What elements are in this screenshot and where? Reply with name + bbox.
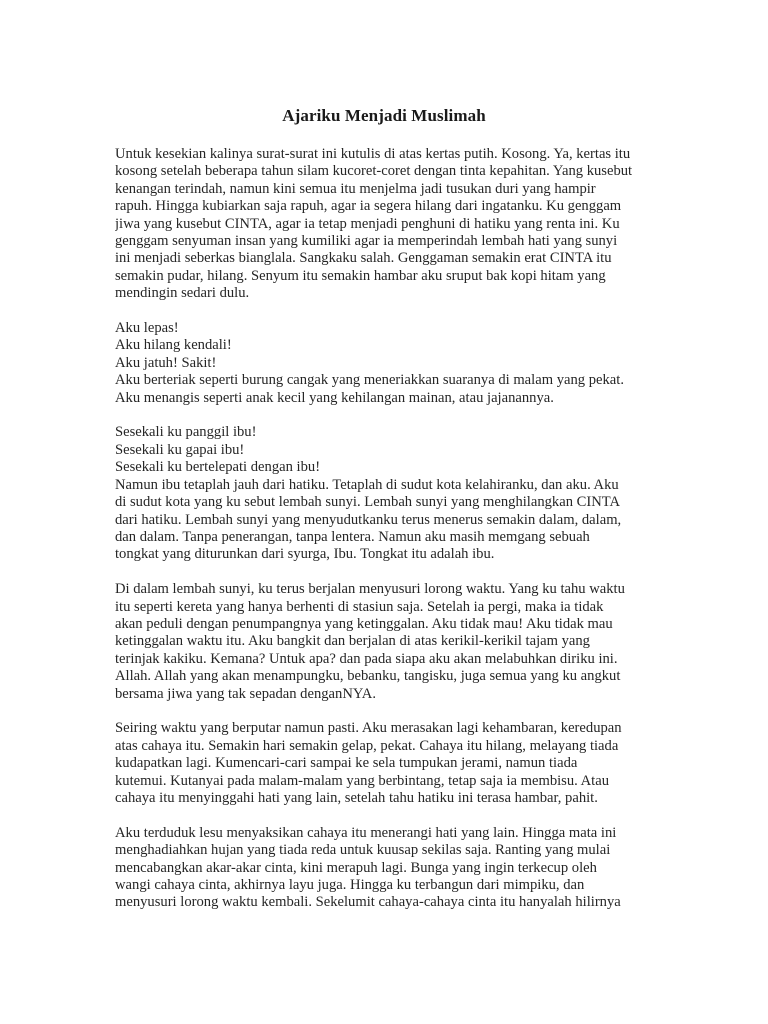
text-line: menghadiahkan hujan yang tiada reda untuk kuusap sekilas saja. Ranting yang mulai bbox=[115, 842, 611, 859]
text-line: dan dalam. Tanpa penerangan, tanpa lentera. Namun aku masih memgang sebuah bbox=[115, 528, 590, 545]
text-line: menyusuri lorong waktu kembali. Sekelumit cahaya-cahaya cinta itu hanyalah hilirnya bbox=[115, 894, 621, 911]
text-line: Di dalam lembah sunyi, ku terus berjalan menyusuri lorong waktu. Yang ku tahu waktu bbox=[115, 581, 625, 598]
text-line: ini menjadi seberkas bianglala. Sangkaku salah. Genggaman semakin erat CINTA itu bbox=[115, 250, 612, 267]
paragraph-6 bbox=[115, 825, 635, 912]
text-line: Untuk kesekian kalinya surat-surat ini kutulis di atas kertas putih. Kosong. Ya, kertas itu bbox=[115, 146, 631, 162]
text-line: Aku menangis seperti anak kecil yang kehilangan mainan, atau jajanannya. bbox=[115, 389, 554, 406]
text-line: bersama jiwa yang tak sepadan denganNYA. bbox=[115, 685, 376, 702]
text-line: Aku lepas! bbox=[115, 320, 179, 337]
text-line: Aku hilang kendali! bbox=[115, 337, 232, 354]
text-line: Sesekali ku panggil ibu! bbox=[115, 424, 257, 441]
text-line: mencabangkan akar-akar cinta, kini merapuh lagi. Bunga yang ingin terkecup oleh bbox=[115, 859, 597, 876]
text-line: atas cahaya itu. Semakin hari semakin gelap, pekat. Cahaya itu hilang, melayang tiada bbox=[115, 737, 619, 754]
text-line: akan peduli dengan penumpangnya yang ketinggalan. Aku tidak mau! Aku tidak mau bbox=[115, 615, 613, 632]
text-line: kutemui. Kutanyai pada malam-malam yang berbintang, tetap saja ia membisu. Atau bbox=[115, 772, 610, 789]
text-line: itu seperti kereta yang hanya berhenti di stasiun saja. Setelah ia pergi, maka ia tidak bbox=[115, 598, 604, 615]
text-line: ketinggalan waktu itu. Aku bangkit dan berjalan di atas kerikil-kerikil tajam yang bbox=[115, 633, 590, 650]
text-line: terinjak kakiku. Kemana? Untuk apa? dan pada siapa aku akan melabuhkan diriku ini. bbox=[115, 650, 618, 667]
document-body bbox=[115, 146, 635, 930]
text-line: Sesekali ku bertelepati dengan ibu! bbox=[115, 459, 321, 476]
text-line: wangi cahaya cinta, akhirnya layu juga. Hingga ku terbangun dari mimpiku, dan bbox=[115, 876, 585, 893]
text-line: genggam senyuman insan yang kumiliki agar ia memperindah lembah hati yang sunyi bbox=[115, 233, 618, 250]
text-line: Allah. Allah yang akan menampungku, bebanku, tangisku, juga semua yang ku angkut bbox=[115, 668, 621, 685]
text-line: Aku jatuh! Sakit! bbox=[115, 354, 217, 371]
paragraph-2 bbox=[115, 320, 635, 407]
text-line: rapuh. Hingga kubiarkan saja rapuh, agar ia segera hilang dari ingatanku. Ku genggam bbox=[115, 198, 622, 215]
text-line: mendingin sedari dulu. bbox=[115, 285, 250, 302]
text-line: jiwa yang kusebut CINTA, agar ia tetap menjadi penghuni di hatiku yang renta ini. Ku bbox=[115, 215, 620, 232]
text-line: Sesekali ku gapai ibu! bbox=[115, 441, 245, 458]
paragraph-5 bbox=[115, 720, 635, 807]
text-line: semakin pudar, hilang. Senyum itu semakin hambar aku sruput bak kopi hitam yang bbox=[115, 267, 606, 284]
text-line: di sudut kota yang ku sebut lembah sunyi. Lembah sunyi yang menghilangkan CINTA bbox=[115, 494, 621, 511]
text-line: Aku berteriak seperti burung cangak yang meneriakkan suaranya di malam yang pekat. bbox=[115, 372, 624, 389]
text-line: Namun ibu tetaplah jauh dari hatiku. Tetaplah di sudut kota kelahiranku, dan aku. Aku bbox=[115, 476, 619, 493]
text-line: cahaya itu menyinggahi hati yang lain, setelah tahu hatiku ini terasa hambar, pahit. bbox=[115, 789, 598, 806]
text-line: kenangan terindah, namun kini semua itu menjelma jadi tusukan duri yang hampir bbox=[115, 180, 596, 197]
text-line: kudapatkan lagi. Kumencari-cari sampai ke sela tumpukan jerami, namun tiada bbox=[115, 755, 578, 772]
paragraph-1 bbox=[115, 146, 635, 303]
paragraph-4 bbox=[115, 581, 635, 703]
paragraph-3 bbox=[115, 424, 635, 563]
text-line: Seiring waktu yang berputar namun pasti. Aku merasakan lagi kehambaran, keredupan bbox=[115, 720, 622, 737]
document-title: Ajariku Menjadi Muslimah bbox=[282, 106, 486, 125]
text-line: tongkat yang diturunkan dari syurga, Ibu. Tongkat itu adalah ibu. bbox=[115, 546, 495, 563]
text-line: kosong setelah beberapa tahun silam kucoret-coret dengan tinta kepahitan. Yang kusebut bbox=[115, 163, 633, 180]
text-line: dari hatiku. Lembah sunyi yang menyudutkanku terus menerus semakin dalam, dalam, bbox=[115, 511, 622, 528]
text-line: Aku terduduk lesu menyaksikan cahaya itu menerangi hati yang lain. Hingga mata ini bbox=[115, 824, 617, 841]
